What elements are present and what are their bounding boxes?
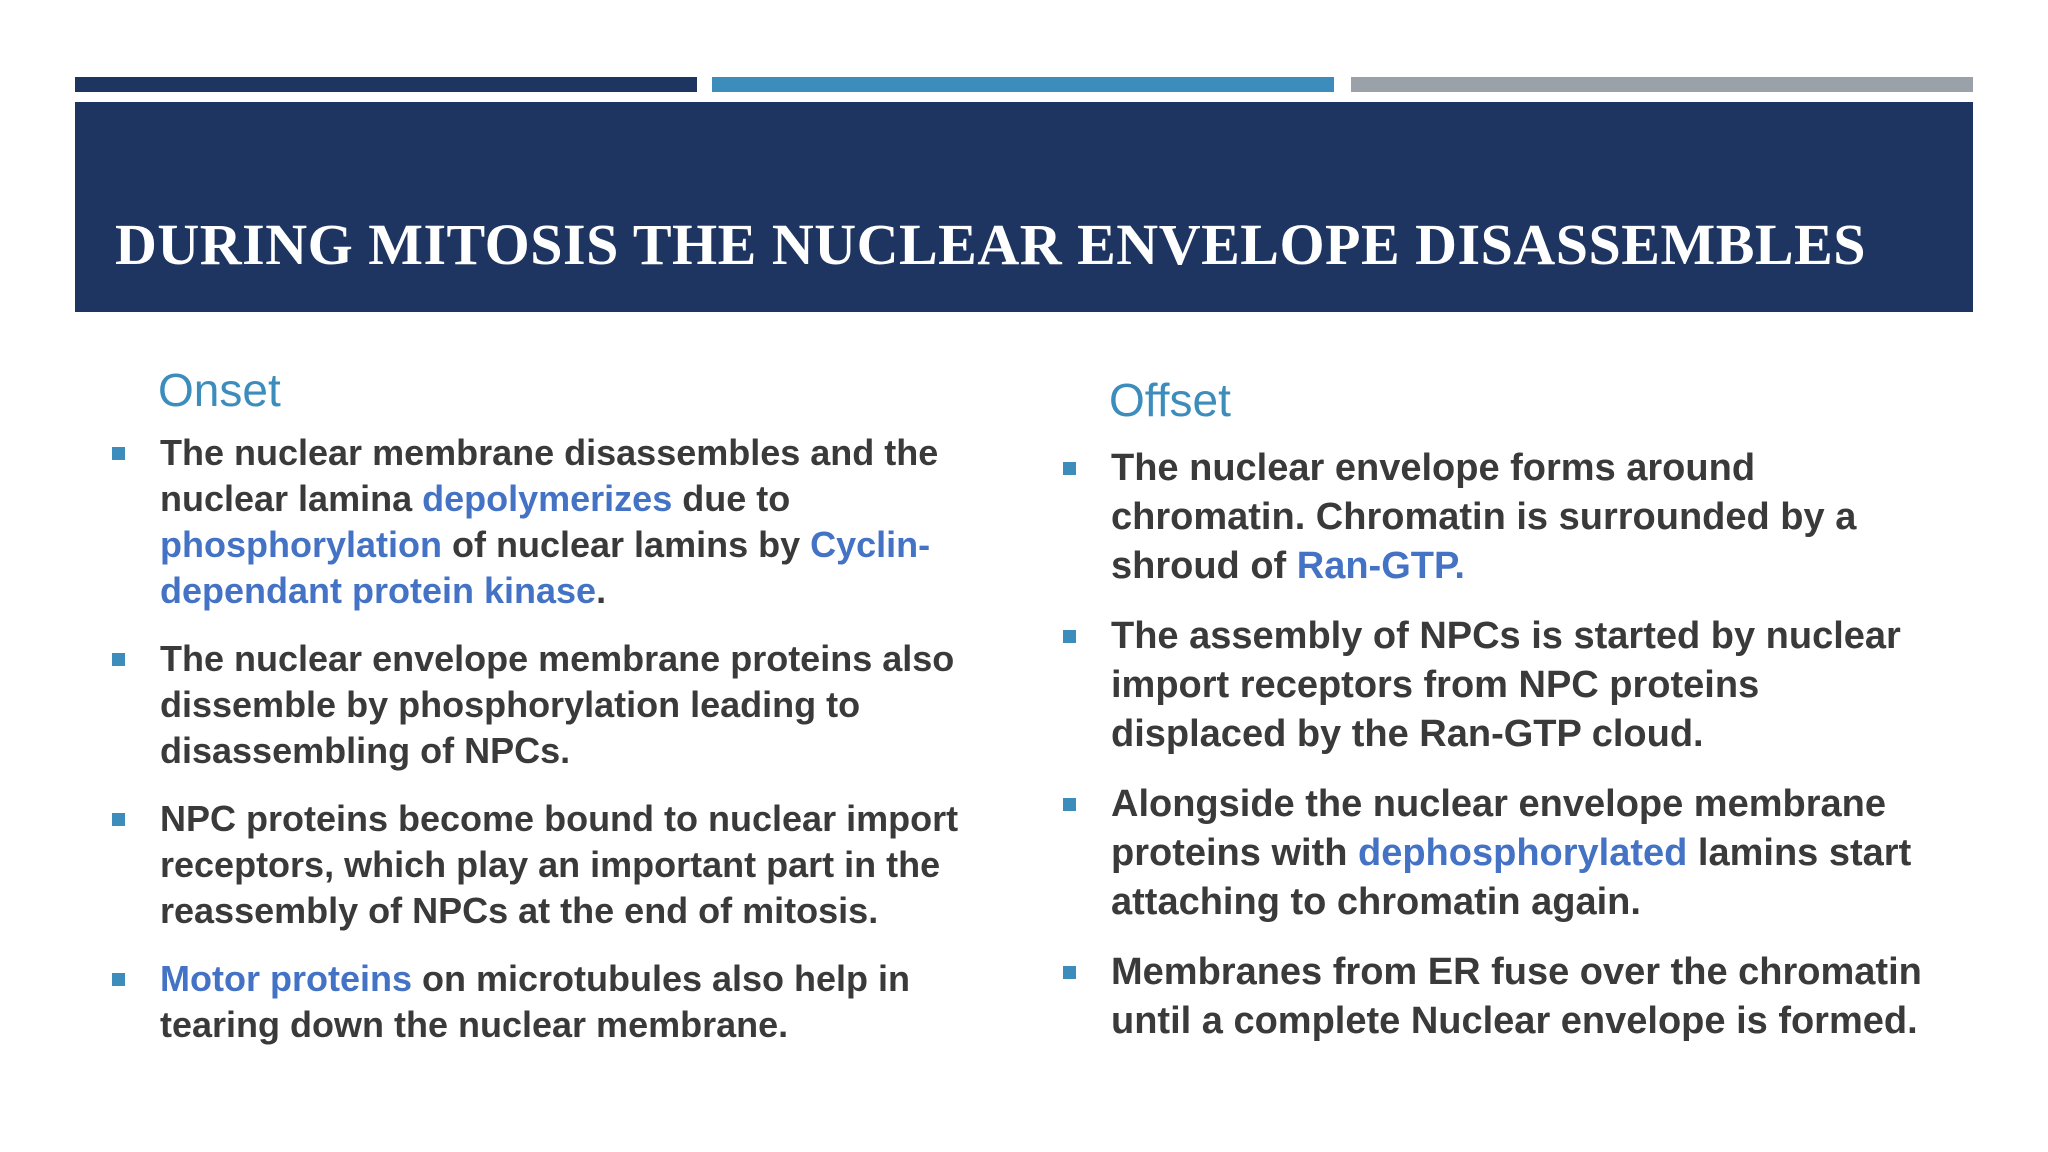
list-item	[1063, 444, 1923, 591]
item-text: The nuclear envelope membrane proteins also dissemble by phosphorylation leading to disassembling of NPCs.	[160, 638, 955, 771]
square-bullet-icon	[1063, 462, 1076, 475]
square-bullet-icon	[1063, 966, 1076, 979]
item-text: on microtubules also help in tearing down the nuclear membrane.	[160, 958, 911, 1045]
item-text: The nuclear membrane disassembles and the nuclear lamina	[160, 432, 939, 519]
offset-heading: Offset	[1109, 374, 1231, 426]
item-text: due to	[672, 478, 791, 519]
accent-bar-blue	[712, 77, 1334, 92]
item-text: The assembly of NPCs is started by nuclear import receptors from NPC proteins displaced by the Ran-GTP cloud.	[1111, 615, 1901, 755]
highlight-term: Ran-GTP.	[1296, 545, 1465, 587]
list-item	[1063, 612, 1923, 759]
square-bullet-icon	[1063, 798, 1076, 811]
item-text: Alongside the nuclear envelope membrane proteins with	[1111, 783, 1886, 874]
list-item	[112, 636, 972, 774]
onset-bullet-list	[112, 430, 972, 1048]
square-bullet-icon	[112, 447, 125, 460]
list-item	[112, 430, 972, 614]
square-bullet-icon	[112, 653, 125, 666]
title-band	[75, 102, 1973, 312]
item-text: Membranes from ER fuse over the chromatin until a complete Nuclear envelope is formed.	[1111, 951, 1922, 1042]
list-item	[112, 956, 972, 1048]
square-bullet-icon	[1063, 630, 1076, 643]
accent-bar-navy	[75, 77, 697, 92]
list-item	[1063, 780, 1923, 927]
list-item	[1063, 948, 1923, 1046]
onset-column	[112, 360, 972, 1070]
offset-bullet-list	[1063, 444, 1923, 1046]
highlight-term: Cyclin-dependant protein kinase	[160, 524, 931, 611]
highlight-term: depolymerizes	[422, 478, 673, 519]
item-text: NPC proteins become bound to nuclear import receptors, which play an important part in the reassembly of NPCs at the end of mitosis.	[160, 798, 959, 931]
highlight-term: Motor proteins	[160, 958, 412, 999]
item-text: lamins start attaching to chromatin again.	[1111, 832, 1912, 923]
onset-heading: Onset	[158, 364, 281, 416]
highlight-term: dephosphorylated	[1358, 832, 1688, 874]
slide-title: DURING MITOSIS THE NUCLEAR ENVELOPE DISASSEMBLES	[115, 212, 1867, 277]
square-bullet-icon	[112, 973, 125, 986]
item-text: of nuclear lamins by	[442, 524, 811, 565]
item-text: The nuclear envelope forms around chromatin. Chromatin is surrounded by a shroud of	[1111, 447, 1857, 587]
item-text: .	[596, 570, 607, 611]
square-bullet-icon	[112, 813, 125, 826]
offset-column	[1063, 370, 1923, 1067]
list-item	[112, 796, 972, 934]
accent-bar-gray	[1351, 77, 1973, 92]
highlight-term: phosphorylation	[160, 524, 442, 565]
